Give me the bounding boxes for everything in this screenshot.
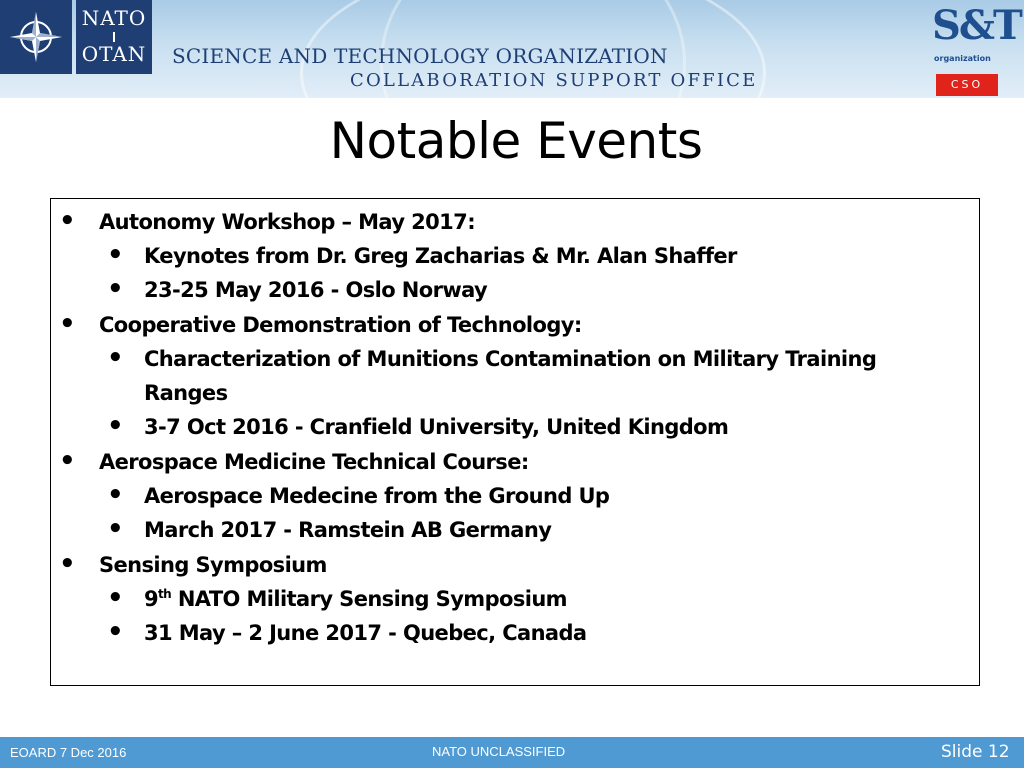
nato-label: NATO (81, 6, 147, 30)
slide-title: Notable Events (329, 112, 703, 170)
header-banner (0, 0, 1024, 98)
st-organization-logo (932, 2, 1021, 63)
ordinal-rest: NATO Military Sensing Symposium (171, 587, 567, 611)
footer-bar (0, 737, 1024, 768)
event-detail-text: Characterization of Munitions Contamination on Military Training (144, 347, 877, 371)
bullet-icon: • (59, 206, 76, 236)
footer-date-label: EOARD 7 Dec 2016 (10, 745, 127, 760)
event-detail-text: Aerospace Medecine from the Ground Up (144, 484, 610, 508)
bullet-icon: • (59, 549, 76, 579)
st-logo-text: S&T (932, 2, 1021, 49)
organization-name: SCIENCE AND TECHNOLOGY ORGANIZATION (172, 44, 668, 68)
bullet-icon: • (107, 514, 124, 544)
event-heading-text: Sensing Symposium (99, 553, 327, 577)
bullet-icon: • (107, 411, 124, 441)
office-name: COLLABORATION SUPPORT OFFICE (350, 70, 758, 91)
event-detail-text: 31 May – 2 June 2017 - Quebec, Canada (144, 621, 587, 645)
otan-label: OTAN (81, 42, 147, 66)
bullet-icon: • (107, 583, 124, 613)
classification-label: NATO UNCLASSIFIED (432, 744, 566, 759)
bullet-icon: • (107, 617, 124, 647)
event-detail-text: 23-25 May 2016 - Oslo Norway (144, 278, 488, 302)
slide-number: Slide 12 (941, 742, 1010, 762)
event-heading-text: Autonomy Workshop – May 2017: (99, 210, 475, 234)
nato-otan-logo (76, 0, 152, 74)
event-detail-text (144, 582, 567, 616)
event-detail-text: March 2017 - Ramstein AB Germany (144, 518, 552, 542)
event-detail-text: 3-7 Oct 2016 - Cranfield University, United Kingdom (144, 415, 729, 439)
event-heading-text: Aerospace Medicine Technical Course: (99, 450, 529, 474)
nato-star-logo (0, 0, 72, 74)
bullet-icon: • (107, 240, 124, 270)
ordinal-suffix: th (158, 587, 172, 601)
bullet-icon: • (107, 343, 124, 373)
logo-divider (113, 32, 115, 42)
bullet-icon: • (59, 309, 76, 339)
bullet-icon: • (107, 274, 124, 304)
bullet-icon: • (59, 446, 76, 476)
compass-star-icon (6, 8, 66, 66)
event-detail-text: Keynotes from Dr. Greg Zacharias & Mr. Alan Shaffer (144, 244, 737, 268)
ordinal-number: 9 (144, 587, 159, 611)
cso-badge: CSO (936, 74, 998, 96)
event-detail-continuation: Ranges (144, 381, 228, 405)
event-heading-text: Cooperative Demonstration of Technology: (99, 313, 582, 337)
events-content-box (50, 198, 980, 686)
st-logo-subtext: organization (934, 54, 991, 63)
bullet-icon: • (107, 480, 124, 510)
